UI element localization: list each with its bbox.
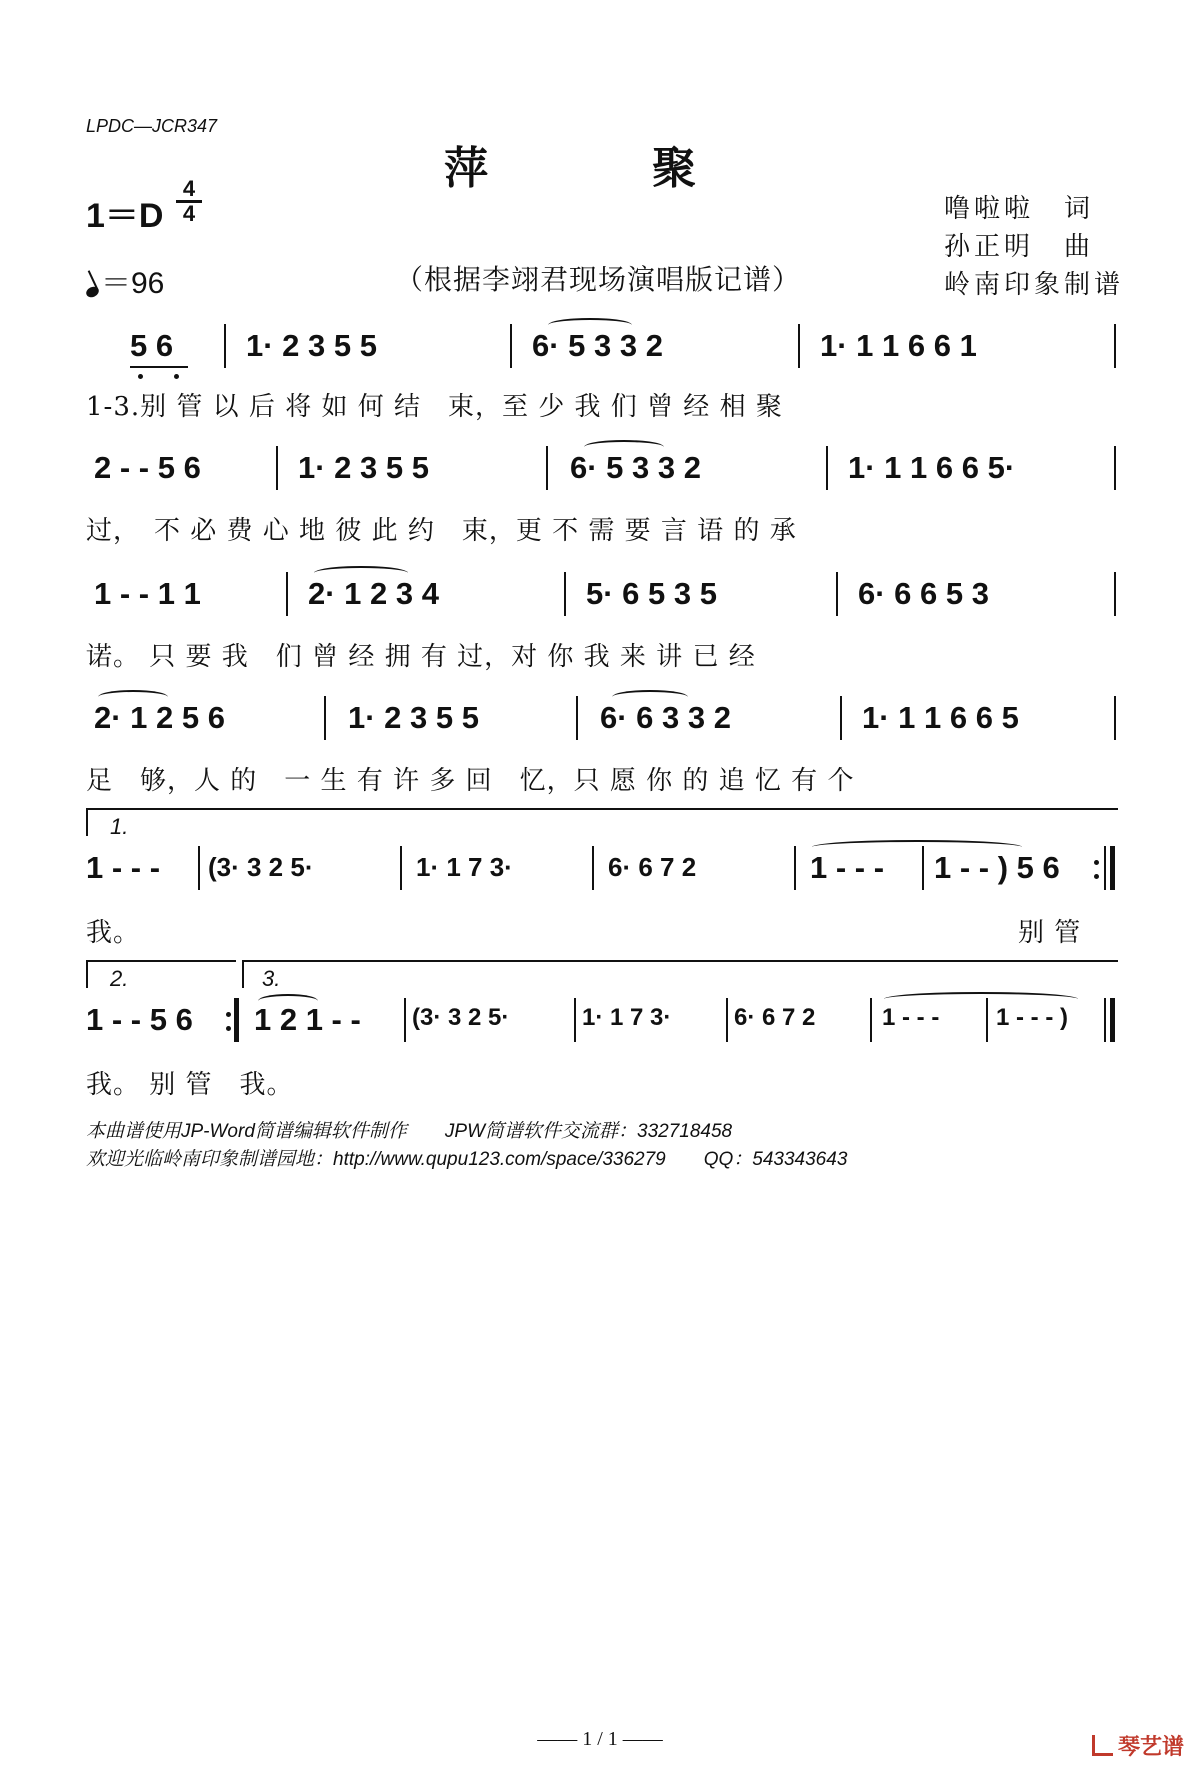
barline [1104, 998, 1106, 1042]
lyrics-line: 我。 别 管 我。 [86, 1070, 294, 1100]
measure: 1· 2 3 5 5 [348, 700, 479, 735]
measure: 1· 2 3 5 5 [246, 328, 377, 363]
volta-number: 2. [110, 966, 129, 991]
barline [546, 446, 548, 490]
score-line-1 [86, 318, 1116, 428]
tie [314, 566, 408, 580]
barline [836, 572, 838, 616]
source-note: （根据李翊君现场演唱版记谱） [395, 263, 802, 296]
lyrics-line: 1-3.别 管 以 后 将 如 何 结 束，至 少 我 们 曾 经 相 聚 [86, 392, 783, 422]
tie [98, 690, 168, 704]
final-barline [1110, 998, 1115, 1042]
measure: 1 - - - [86, 850, 161, 885]
measure: 1 - - 1 1 [94, 576, 201, 611]
lyrics-line: 我。 [86, 918, 141, 948]
footer-software-note: 本曲谱使用JP-Word简谱编辑软件制作 JPW简谱软件交流群：332718458 [86, 1121, 733, 1142]
measure: 1· 1 7 3· [416, 852, 513, 882]
barline [404, 998, 406, 1042]
measure: 1 - - ) 5 6 [934, 850, 1060, 885]
tempo-value: ＝96 [101, 267, 165, 300]
score-line-4 [86, 690, 1116, 800]
repeat-dot [1094, 860, 1099, 865]
measure: 2 - - 5 6 [94, 450, 201, 485]
measure: 6· 6 7 2 [734, 1004, 816, 1031]
tie [548, 318, 632, 332]
barline [1104, 846, 1106, 890]
score-code: LPDC—JCR347 [86, 116, 218, 136]
barline [826, 446, 828, 490]
barline [840, 696, 842, 740]
lyrics-line: 诺。 只 要 我 们 曾 经 拥 有 过，对 你 我 来 讲 已 经 [86, 642, 756, 672]
tie [884, 992, 1078, 1006]
barline [794, 846, 796, 890]
measure: 1 - - - [810, 850, 885, 885]
measure: 6· 5 3 3 2 [570, 450, 701, 485]
tempo-marking [86, 258, 164, 302]
barline [1114, 324, 1116, 368]
barline [870, 998, 872, 1042]
measure: (3· 3 2 5· [208, 852, 314, 882]
site-logo [1092, 1730, 1184, 1761]
measure: 1 - - 5 6 [86, 1002, 193, 1037]
composer-credit: 孙正明 曲 [944, 232, 1095, 262]
underline [130, 366, 188, 368]
barline [1114, 572, 1116, 616]
volta-number: 1. [110, 814, 129, 839]
barline [400, 846, 402, 890]
volta-number: 3. [262, 966, 281, 991]
barline [1114, 696, 1116, 740]
measure: 1· 1 7 3· [582, 1004, 672, 1031]
quarter-note-icon [84, 285, 100, 300]
measure: 1 - - - ) [996, 1004, 1068, 1031]
time-signature [176, 178, 202, 225]
measure: 1· 1 1 6 6 1 [820, 328, 977, 363]
volta-bracket-1 [86, 808, 1118, 836]
measure: 1· 1 1 6 6 5· [848, 450, 1016, 485]
barline [510, 324, 512, 368]
logo-text: 琴艺谱 [1117, 1734, 1184, 1759]
barline [324, 696, 326, 740]
lyrics-line: 足 够，人 的 一 生 有 许 多 回 忆，只 愿 你 的 追 忆 有 个 [86, 766, 855, 796]
measure: 1· 1 1 6 6 5 [862, 700, 1019, 735]
barline [798, 324, 800, 368]
lyrics-line-end: 别 管 [1018, 918, 1082, 948]
measure: 1 - - - [882, 1004, 940, 1031]
time-signature-top: 4 [176, 178, 202, 203]
measure: 2· 1 2 3 4 [308, 576, 439, 611]
measure: 6· 6 6 5 3 [858, 576, 989, 611]
measure: 1· 2 3 5 5 [298, 450, 429, 485]
volta-bracket-3 [242, 960, 1118, 988]
tie [812, 840, 1022, 854]
lyricist-credit: 噜啦啦 词 [944, 194, 1095, 224]
measure: 6· 5 3 3 2 [532, 328, 663, 363]
score-line-3 [86, 566, 1116, 676]
tie [612, 690, 688, 704]
lyrics-line: 过， 不 必 费 心 地 彼 此 约 束，更 不 需 要 言 语 的 承 [86, 516, 797, 546]
barline [574, 998, 576, 1042]
tie [584, 440, 664, 454]
barline [576, 696, 578, 740]
octave-dot [174, 374, 179, 379]
repeat-dot [226, 1026, 231, 1031]
page-number: —— 1 / 1 —— [537, 1728, 663, 1750]
tie [258, 994, 318, 1008]
score-line-2 [86, 440, 1116, 550]
measure: 6· 6 3 3 2 [600, 700, 731, 735]
barline [224, 324, 226, 368]
octave-dot [138, 374, 143, 379]
barline [1114, 446, 1116, 490]
score-line-5 [86, 808, 1116, 958]
barline [198, 846, 200, 890]
song-title: 萍 聚 [444, 143, 756, 194]
measure-pickup: 5 6 [130, 328, 174, 363]
logo-icon [1092, 1735, 1113, 1756]
footer-website-note: 欢迎光临岭南印象制谱园地：http://www.qupu123.com/space/336279 QQ：543343643 [86, 1149, 848, 1170]
barline [276, 446, 278, 490]
barline [286, 572, 288, 616]
key-signature: 1＝D [86, 197, 164, 235]
final-barline [234, 998, 239, 1042]
time-signature-bottom: 4 [182, 201, 196, 226]
measure: (3· 3 2 5· [412, 1004, 510, 1031]
repeat-dot [226, 1012, 231, 1017]
volta-bracket-2 [86, 960, 236, 988]
measure: 1 2 1 - - [254, 1002, 361, 1037]
barline [726, 998, 728, 1042]
barline [592, 846, 594, 890]
measure: 5· 6 5 3 5 [586, 576, 717, 611]
score-line-6 [86, 960, 1116, 1100]
repeat-dot [1094, 874, 1099, 879]
measure: 2· 1 2 5 6 [94, 700, 225, 735]
barline [564, 572, 566, 616]
arranger-credit: 岭南印象制谱 [944, 270, 1125, 300]
final-barline [1110, 846, 1115, 890]
measure: 6· 6 7 2 [608, 852, 697, 882]
